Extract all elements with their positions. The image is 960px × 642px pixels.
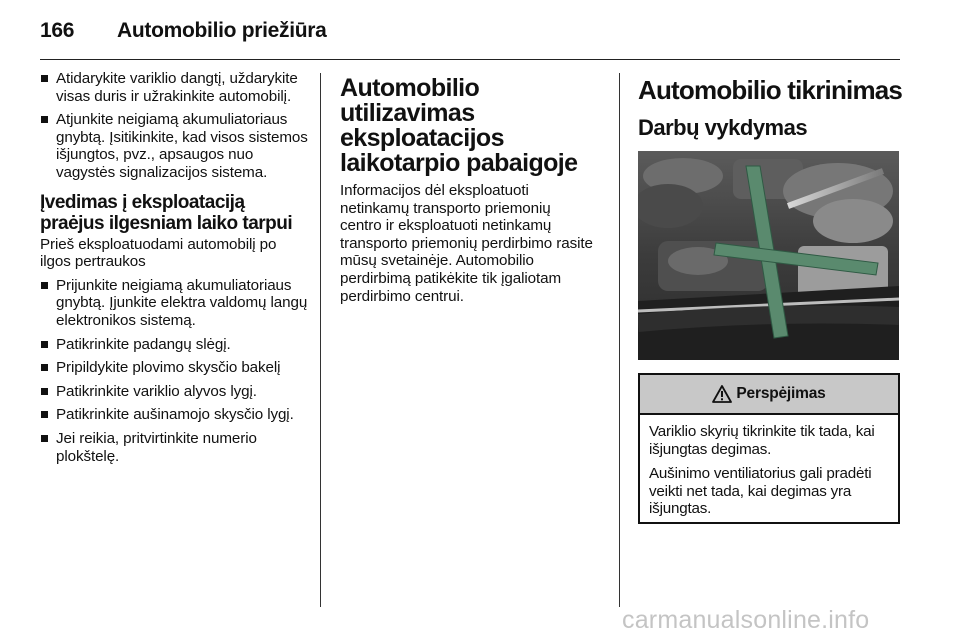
warning-paragraph: Aušinimo ventiliatorius gali pradėti veikti net tada, kai degimas yra išjungtas. bbox=[649, 465, 872, 518]
warning-triangle-icon bbox=[712, 385, 732, 403]
list-item: Patikrinkite aušinamojo skysčio lygį. bbox=[40, 406, 308, 424]
list-item: Pripildykite plovimo skysčio bakelį bbox=[40, 359, 308, 377]
bullet-square-icon bbox=[41, 282, 48, 289]
bullet-square-icon bbox=[41, 411, 48, 418]
watermark: carmanualsonline.info bbox=[622, 606, 870, 634]
warning-body bbox=[640, 415, 898, 518]
list-item: Prijunkite neigiamą akumuliatoriaus gnybtą. Įjunkite elektra valdomų langų elektronikos sistemą. bbox=[40, 277, 308, 330]
column-right bbox=[638, 76, 903, 140]
list-item: Atjunkite neigiamą akumuliatoriaus gnybtą. Įsitikinkite, kad visos sistemos išjungtos, pvz., apsaugos nuo vagystės signalizacijos sistema. bbox=[40, 111, 308, 181]
bullet-square-icon bbox=[41, 435, 48, 442]
disposal-paragraph: Informacijos dėl eksploatuoti netinkamų transporto priemonių centro ir eksploatuoti netinkamų transporto priemonių perdirbimo rasite mūsų svetainėje. Automobilio perdirbimą patikėkite tik įgaliotam perdirbimo centrui. bbox=[340, 182, 593, 305]
column-middle bbox=[340, 76, 605, 305]
page-number: 166 bbox=[40, 19, 75, 42]
section-heading-recommissioning: Įvedimas į eksploataciją praėjus ilgesniam laiko tarpui bbox=[40, 191, 293, 234]
recommissioning-bullet-list bbox=[40, 277, 308, 465]
list-item: Patikrinkite padangų slėgį. bbox=[40, 336, 308, 354]
bullet-square-icon bbox=[41, 116, 48, 123]
section-heading-disposal: Automobilio utilizavimas eksploatacijos laikotarpio pabaigoje bbox=[340, 74, 578, 177]
bullet-square-icon bbox=[41, 75, 48, 82]
warning-paragraph: Variklio skyrių tikrinkite tik tada, kai išjungtas degimas. bbox=[649, 423, 875, 458]
warning-header bbox=[640, 375, 898, 415]
subheading-work: Darbų vykdymas bbox=[638, 115, 808, 140]
chapter-title: Automobilio priežiūra bbox=[117, 19, 327, 42]
engine-bay-photo-icon bbox=[638, 151, 899, 360]
column-left bbox=[40, 70, 308, 471]
header-rule bbox=[40, 59, 900, 60]
warning-box bbox=[638, 373, 900, 524]
list-item: Atidarykite variklio dangtį, uždarykite visas duris ir užrakinkite automobilį. bbox=[40, 70, 308, 105]
bullet-square-icon bbox=[41, 341, 48, 348]
page-header bbox=[0, 0, 960, 62]
section-intro: Prieš eksploatuodami automobilį po ilgos pertraukos bbox=[40, 235, 277, 271]
bullet-square-icon bbox=[41, 388, 48, 395]
bullet-square-icon bbox=[41, 364, 48, 371]
warning-title: Perspėjimas bbox=[736, 385, 826, 402]
engine-bay-image bbox=[638, 151, 899, 360]
section-heading-inspection: Automobilio tikrinimas bbox=[638, 75, 903, 105]
list-item: Patikrinkite variklio alyvos lygį. bbox=[40, 383, 308, 401]
column-divider-2 bbox=[619, 73, 620, 607]
intro-bullet-list bbox=[40, 70, 308, 182]
column-divider-1 bbox=[320, 73, 321, 607]
list-item: Jei reikia, pritvirtinkite numerio plokštelę. bbox=[40, 430, 308, 465]
